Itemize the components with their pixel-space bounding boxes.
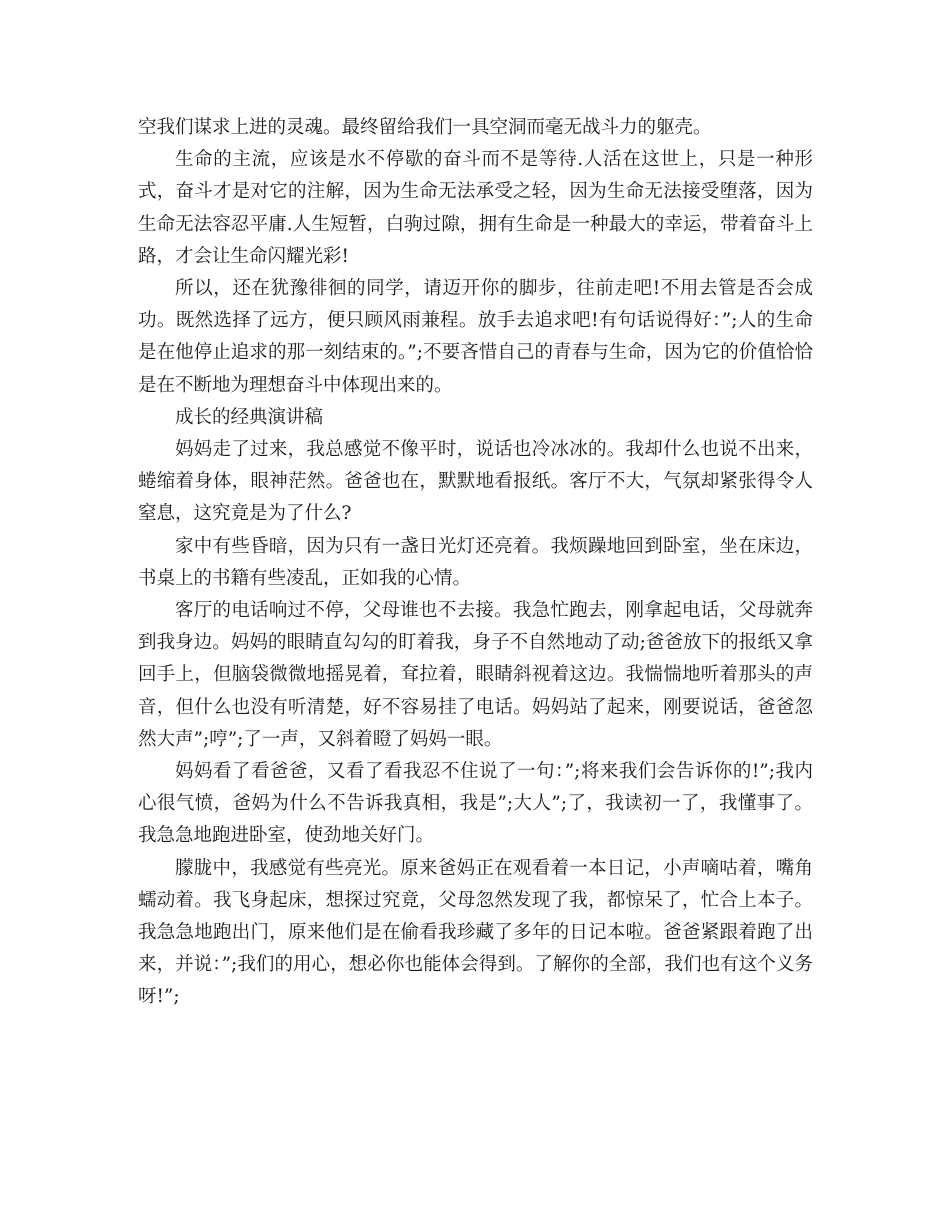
section-heading: 成长的经典演讲稿 [175, 406, 324, 428]
paragraph: 生命的主流，应该是水不停歇的奋斗而不是等待.人活在这世上，只是一种形式，奋斗才是对它的注解，因为生命无法承受之轻，因为生命无法接受堕落，因为生命无法容忍平庸.人生短暂，白驹过隙，拥有生命是一种最大的幸运，带着奋斗上路，才会让生命闪耀光彩! [138, 149, 813, 267]
paragraph: 妈妈走了过来，我总感觉不像平时，说话也冷冰冰的。我却什么也说不出来，蜷缩着身体，眼神茫然。爸爸也在，默默地看报纸。客厅不大，气氛却紧张得令人窒息，这究竟是为了什么? [138, 439, 813, 525]
paragraph: 家中有些昏暗，因为只有一盏日光灯还亮着。我烦躁地回到卧室，坐在床边，书桌上的书籍有些凌乱，正如我的心情。 [138, 535, 813, 589]
paragraph: 妈妈看了看爸爸，又看了看我忍不住说了一句：”;将来我们会告诉你的!”;我内心很气愤，爸妈为什么不告诉我真相，我是”;大人”;了，我读初一了，我懂事了。我急急地跑进卧室，使劲地关好门。 [138, 761, 813, 847]
paragraph-continuation: 空我们谋求上进的灵魂。最终留给我们一具空洞而毫无战斗力的躯壳。 [138, 117, 712, 138]
paragraph: 朦胧中，我感觉有些亮光。原来爸妈正在观看着一本日记，小声嘀咕着，嘴角蠕动着。我飞身起床，想探过究竟，父母忽然发现了我，都惊呆了，忙合上本子。我急急地跑出门，原来他们是在偷看我珍藏了多年的日记本啦。爸爸紧跟着跑了出来，并说：”;我们的用心，想必你也能体会得到。了解你的全部，我们也有这个义务呀!”; [138, 857, 813, 1008]
paragraph: 客厅的电话响过不停，父母谁也不去接。我急忙跑去，刚拿起电话，父母就奔到我身边。妈妈的眼睛直勾勾的盯着我，身子不自然地动了动;爸爸放下的报纸又拿回手上，但脑袋微微地摇晃着，耷拉着，眼睛斜视着这边。我惴惴地听着那头的声音，但什么也没有听清楚，好不容易挂了电话。妈妈站了起来，刚要说话，爸爸忽然大声”;哼”;了一声，又斜着瞪了妈妈一眼。 [138, 600, 813, 750]
document-page [138, 112, 813, 1014]
paragraph: 所以，还在犹豫徘徊的同学，请迈开你的脚步，往前走吧!不用去管是否会成功。既然选择了远方，便只顾风雨兼程。放手去追求吧!有句话说得好：”;人的生命是在他停止追求的那一刻结束的。”;不要吝惜自己的青春与生命，因为它的价值恰恰是在不断地为理想奋斗中体现出来的。 [138, 278, 813, 396]
